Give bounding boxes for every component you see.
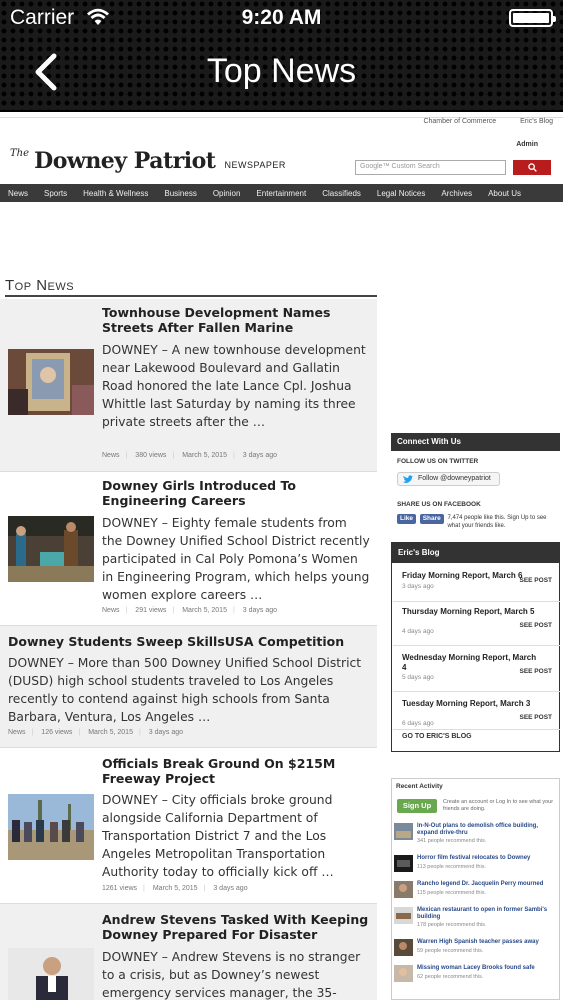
- article-meta: 1261 views | March 5, 2015 | 3 days ago: [102, 885, 248, 892]
- article-headline[interactable]: Townhouse Development Names Streets After Fallen Marine: [102, 305, 331, 335]
- activity-item[interactable]: In-N-Out plans to demolish office building, expand drive-thru 341 people recommend this.: [394, 823, 559, 843]
- section-title: Top News: [5, 277, 377, 297]
- article-headline[interactable]: Officials Break Ground On $215M Freeway Project: [102, 756, 336, 786]
- see-post-link[interactable]: SEE POST: [519, 577, 552, 584]
- activity-thumbnail: [394, 823, 413, 840]
- blog-post-item[interactable]: Thursday Morning Report, March 5 4 days ago SEE POST: [402, 607, 552, 635]
- blog-header: Eric's Blog: [392, 543, 559, 563]
- go-to-blog-link[interactable]: GO TO ERIC'S BLOG: [402, 733, 472, 740]
- erics-blog-link[interactable]: Eric's Blog: [520, 118, 553, 125]
- twitter-label: FOLLOW US ON TWITTER: [397, 458, 479, 465]
- article-excerpt: DOWNEY – More than 500 Downey Unified School District (DUSD) high school students traveled to Los Angeles recently to contend against high schools from Santa Barbara, Ventura, Los Angeles …: [8, 656, 362, 724]
- article-excerpt: DOWNEY – Andrew Stevens is no stranger to a crisis, but as Downey’s newest emergency services manager, the 35-: [102, 950, 361, 1000]
- see-post-link[interactable]: SEE POST: [519, 668, 552, 675]
- article-meta: News | 126 views | March 5, 2015 | 3 days ago: [8, 729, 183, 736]
- search-icon: [528, 163, 537, 172]
- activity-thumbnail: [394, 881, 413, 898]
- main-menu: [0, 184, 563, 202]
- article-item[interactable]: [0, 299, 377, 472]
- twitter-follow-button[interactable]: Follow @downeypatriot: [397, 472, 500, 486]
- ios-nav-bar: [0, 0, 563, 112]
- activity-thumbnail: [394, 855, 413, 872]
- erics-blog-box: [391, 542, 560, 752]
- signup-note: Create an account or Log In to see what your friends are doing.: [443, 799, 554, 812]
- article-excerpt: DOWNEY – City officials broke ground alongside California Department of Transportation District 7 and the Los Angeles Metropolitan Transportation Authority today to officially kick off …: [102, 793, 334, 879]
- menu-archives[interactable]: Archives: [441, 188, 473, 198]
- article-headline[interactable]: Andrew Stevens Tasked With Keeping Downey Prepared For Disaster: [102, 912, 369, 942]
- recent-activity-box: [391, 778, 560, 1000]
- fb-share-button[interactable]: Share: [420, 514, 444, 524]
- menu-business[interactable]: Business: [164, 188, 197, 198]
- status-bar: [0, 0, 563, 36]
- top-links: [401, 118, 553, 125]
- search-button[interactable]: [513, 160, 551, 175]
- article-excerpt: DOWNEY – A new townhouse development near Lakewood Boulevard and Gallatin Road honored the late Lance Cpl. Joshua Whittle last Saturday by naming its three private streets after the …: [102, 343, 366, 429]
- activity-thumbnail: [394, 939, 413, 956]
- article-excerpt: DOWNEY – Eighty female students from the Downey Unified School District recently participated in Cal Poly Pomona’s Women in Engineering Program, which helps young women explore careers …: [102, 516, 370, 602]
- article-meta: News | 380 views | March 5, 2015 | 3 days ago: [102, 452, 277, 459]
- twitter-bird-icon: [402, 475, 414, 485]
- clock: 9:20 AM: [241, 6, 322, 29]
- see-post-link[interactable]: SEE POST: [519, 622, 552, 629]
- article-meta: News | 291 views | March 5, 2015 | 3 days ago: [102, 607, 277, 614]
- activity-item[interactable]: Mexican restaurant to open in former Sambi's building 178 people recommend this.: [394, 907, 559, 927]
- nav-title: Top News: [206, 52, 357, 90]
- fb-like-count: 7,474 people like this. Sign Up to see what your friends like.: [447, 515, 547, 529]
- menu-opinion[interactable]: Opinion: [212, 188, 241, 198]
- menu-health[interactable]: Health & Wellness: [83, 188, 149, 198]
- facebook-like-widget: [397, 514, 557, 530]
- search-input[interactable]: Google™ Custom Search: [355, 160, 506, 175]
- chamber-link[interactable]: Chamber of Commerce: [423, 118, 497, 125]
- signup-button[interactable]: Sign Up: [397, 799, 437, 813]
- site-logo[interactable]: $^{The}$ Downey Patriot NEWSPAPER: [10, 148, 286, 174]
- menu-legal[interactable]: Legal Notices: [376, 188, 426, 198]
- facebook-label: SHARE US ON FACEBOOK: [397, 501, 481, 508]
- menu-news[interactable]: News: [8, 188, 29, 198]
- web-view[interactable]: [0, 114, 563, 1000]
- menu-about[interactable]: About Us: [488, 188, 521, 198]
- activity-item[interactable]: Horror film festival relocates to Downey 113 people recommend this.: [394, 855, 559, 875]
- see-post-link[interactable]: SEE POST: [519, 714, 552, 721]
- article-thumbnail[interactable]: [8, 349, 94, 415]
- activity-item[interactable]: Rancho legend Dr. Jacquelin Perry mourned 115 people recommend this.: [394, 881, 559, 901]
- article-headline[interactable]: Downey Girls Introduced To Engineering Careers: [102, 478, 296, 508]
- carrier-label: Carrier: [10, 6, 75, 29]
- article-thumbnail[interactable]: [8, 948, 94, 1000]
- menu-classifieds[interactable]: Classifieds: [322, 188, 361, 198]
- recent-activity-title: Recent Activity: [396, 783, 443, 790]
- battery-icon: [509, 9, 553, 27]
- menu-sports[interactable]: Sports: [44, 188, 68, 198]
- article-item[interactable]: [0, 904, 377, 1000]
- article-item[interactable]: [0, 472, 377, 626]
- menu-entertainment[interactable]: Entertainment: [256, 188, 307, 198]
- activity-item[interactable]: Warren High Spanish teacher passes away 59 people recommend this.: [394, 939, 559, 959]
- article-item[interactable]: [0, 748, 377, 904]
- blog-post-item[interactable]: Tuesday Morning Report, March 3 6 days ago SEE POST: [402, 699, 552, 727]
- connect-header: Connect With Us: [391, 433, 560, 451]
- activity-item[interactable]: Missing woman Lacey Brooks found safe 62 people recommend this.: [394, 965, 559, 985]
- article-thumbnail[interactable]: [8, 516, 94, 582]
- activity-thumbnail: [394, 965, 413, 982]
- article-item[interactable]: [0, 626, 377, 748]
- activity-thumbnail: [394, 907, 413, 924]
- admin-link[interactable]: Admin: [516, 141, 538, 148]
- blog-post-item[interactable]: Friday Morning Report, March 6 3 days ago SEE POST: [402, 571, 552, 590]
- article-thumbnail[interactable]: [8, 794, 94, 860]
- article-headline[interactable]: Downey Students Sweep SkillsUSA Competition: [8, 634, 345, 649]
- blog-post-item[interactable]: Wednesday Morning Report, March 4 5 days ago SEE POST: [402, 653, 552, 681]
- fb-like-button[interactable]: Like: [397, 514, 416, 524]
